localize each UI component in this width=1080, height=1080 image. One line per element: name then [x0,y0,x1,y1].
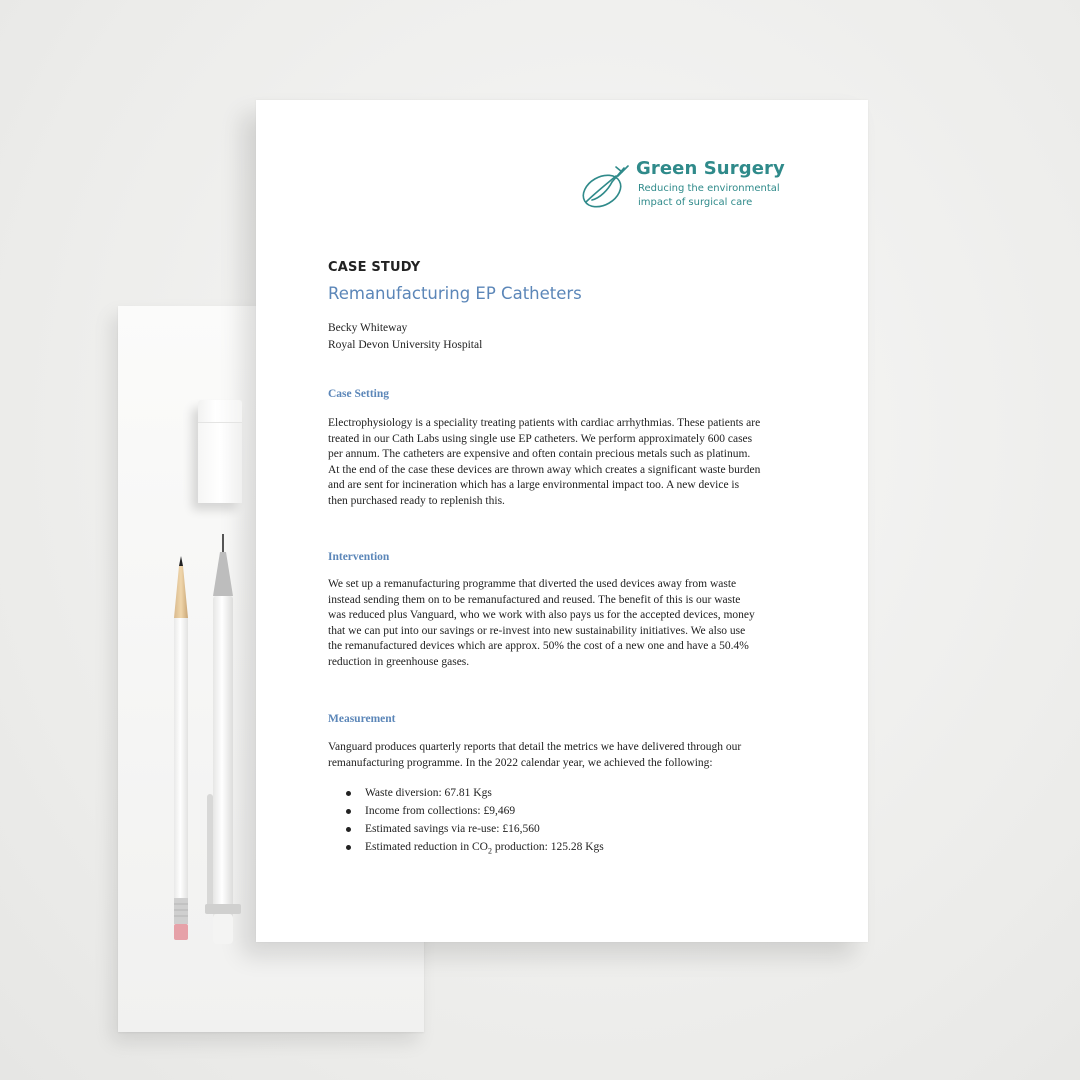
paragraph-line: was reduced plus Vanguard, who we work with also pays us for the accepted devices, money [328,609,755,621]
pen-icon [203,534,243,954]
eraser [198,400,242,502]
section-heading-measurement: Measurement [328,713,396,725]
case-study-label: CASE STUDY [328,260,421,275]
author-block [328,320,482,354]
paragraph-line: per annum. The catheters are expensive and often contain precious metals such as platinum. [328,448,751,460]
document-title: Remanufacturing EP Catheters [328,284,582,303]
paragraph-line: then purchased ready to replenish this. [328,494,505,507]
result-item-co2-reduction [346,838,604,856]
co2-subscript: 2 [487,846,492,856]
green-surgery-logo [578,158,798,218]
section-heading-case-setting: Case Setting [328,388,390,400]
paragraph-measurement [328,740,798,771]
logo-title: Green Surgery [636,158,785,179]
section-heading-intervention: Intervention [328,551,390,563]
result-item-savings: Estimated savings via re-use: £16,560 [346,820,604,838]
paragraph-line: Electrophysiology is a speciality treating patients with cardiac arrhythmias. These patients are [328,417,761,429]
case-study-page [256,100,868,942]
scalpel-leaf-icon [578,164,632,212]
paragraph-line: and are sent for incineration which has a large environmental impact too. A new device is [328,479,740,491]
co2-text-prefix: Estimated reduction in CO [365,841,488,853]
author-name: Becky Whiteway [328,322,408,334]
eraser-sleeve [198,422,242,503]
paragraph-line: that we can put into our savings or re-invest into new sustainability initiatives. We also use [328,624,746,637]
pencil-icon [170,556,192,948]
paragraph-line: Vanguard produces quarterly reports that detail the metrics we have delivered through our [328,741,742,753]
co2-text-suffix: production: 125.28 Kgs [491,841,604,853]
logo-tagline: Reducing the environmental impact of surgical care [638,183,780,208]
author-organisation: Royal Devon University Hospital [328,339,483,351]
paragraph-line: We set up a remanufacturing programme that diverted the used devices away from waste [328,578,737,590]
results-list [346,784,604,856]
paragraph-line: At the end of the case these devices are thrown away which creates a significant waste burden [328,463,761,476]
paragraph-line: reduction in greenhouse gases. [328,655,470,668]
paragraph-line: treated in our Cath Labs using single use EP catheters. We perform approximately 600 cases [328,432,753,445]
paragraph-line: the remanufactured devices which are approx. 50% the cost of a new one and have a 50.4% [328,640,749,652]
paragraph-line: remanufacturing programme. In the 2022 calendar year, we achieved the following: [328,756,713,769]
paragraph-intervention [328,577,798,670]
paragraph-case-setting [328,416,798,509]
paragraph-line: instead sending them on to be remanufactured and reused. The benefit of this is our waste [328,593,741,606]
result-item-waste-diversion: Waste diversion: 67.81 Kgs [346,784,604,802]
result-item-income: Income from collections: £9,469 [346,802,604,820]
